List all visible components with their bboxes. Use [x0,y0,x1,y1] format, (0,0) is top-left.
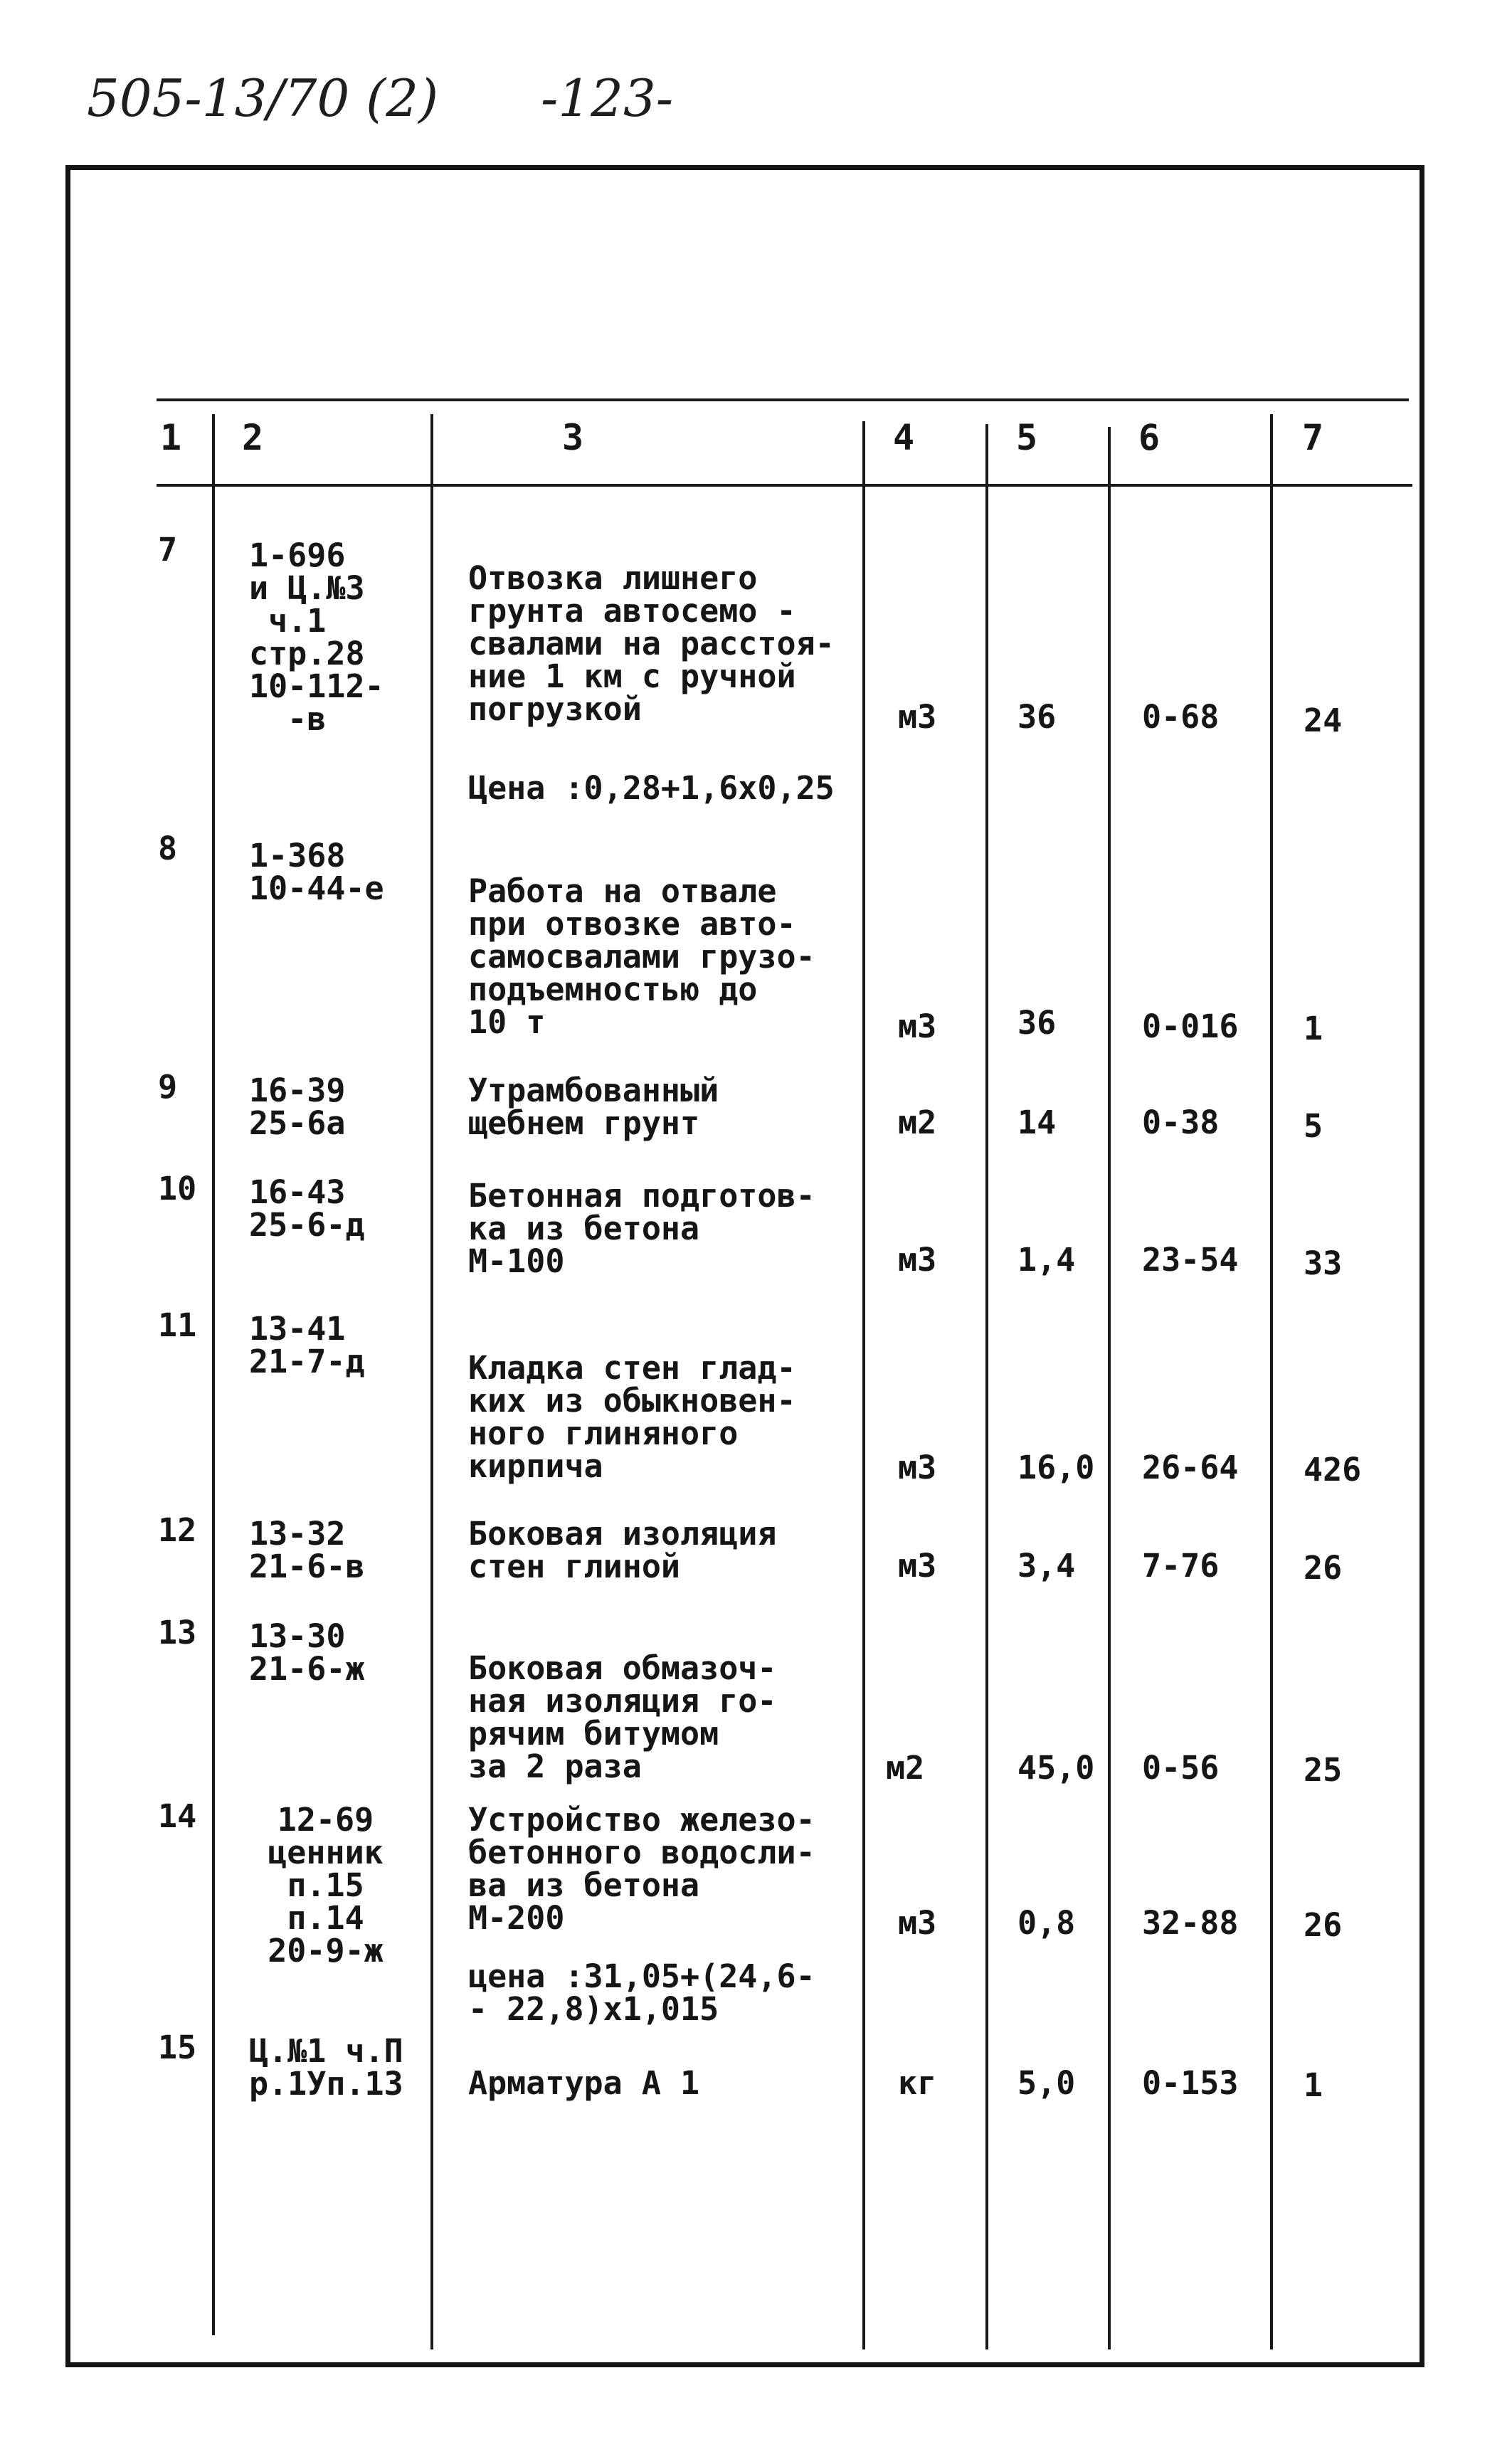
column-header-1: 1 [160,417,182,458]
unit-price: 0-68 [1142,698,1220,736]
unit-price: 0-153 [1142,2064,1239,2102]
column-divider-3 [862,421,865,2349]
row-number: 12 [158,1511,197,1549]
column-divider-6 [1270,414,1273,2349]
total-cost: 24 [1304,702,1343,739]
quantity: 0,8 [1017,1904,1076,1942]
work-description: Утрамбованный щебнем грунт [468,1072,719,1142]
norm-code: 13-41 21-7-д [249,1310,365,1380]
column-header-7: 7 [1302,417,1324,458]
unit: м3 [898,1241,937,1279]
norm-code: 1-368 10-44-е [249,837,384,907]
price-note: цена :31,05+(24,6- - 22,8)х1,015 [468,1957,815,2028]
column-divider-4 [985,424,988,2349]
norm-code: 16-39 25-6а [249,1072,346,1142]
column-header-4: 4 [893,417,915,458]
work-description: Отвозка лишнего грунта автосемо - свалами на расстоя- ние 1 км с ручной погрузкой [468,559,835,728]
quantity: 1,4 [1017,1241,1076,1279]
norm-code: 12-69 ценник п.15 п.14 20-9-ж [268,1801,384,1970]
unit: м3 [898,1904,937,1942]
work-description: Бетонная подготов- ка из бетона М-100 [468,1177,815,1280]
row-number: 15 [158,2029,197,2066]
work-description: Боковая изоляция стен глиной [468,1515,777,1585]
unit-price: 0-38 [1142,1104,1220,1141]
page-number-handwritten: -123- [541,68,674,128]
unit: м3 [898,698,937,736]
unit: м3 [898,1008,937,1045]
quantity: 14 [1017,1104,1057,1141]
document-code-handwritten: 505-13/70 (2) [87,68,439,128]
work-description: Боковая обмазоч- ная изоляция го- рячим битумом за 2 раза [468,1649,777,1785]
work-description: Арматура А 1 [468,2064,700,2102]
row-number: 7 [158,531,178,569]
total-cost: 26 [1304,1906,1343,1944]
row-number: 14 [158,1797,197,1835]
unit: м2 [886,1749,925,1787]
quantity: 5,0 [1017,2064,1076,2102]
norm-code: 1-696 и Ц.№3 ч.1 стр.28 10-112- -в [249,536,384,738]
work-description: Кладка стен глад- ких из обыкновен- ного глиняного кирпича [468,1349,796,1485]
total-cost: 25 [1304,1751,1343,1789]
quantity: 45,0 [1017,1749,1095,1787]
unit-price: 0-016 [1142,1008,1239,1045]
quantity: 36 [1017,1004,1057,1042]
price-note: Цена :0,28+1,6х0,25 [468,769,835,807]
total-cost: 26 [1304,1549,1343,1587]
norm-code: 16-43 25-6-д [249,1173,365,1244]
column-header-3: 3 [562,417,584,458]
norm-code: 13-32 21-6-в [249,1515,365,1585]
quantity: 16,0 [1017,1449,1095,1486]
total-cost: 1 [1304,1010,1323,1047]
work-description: Устройство железо- бетонного водосли- ва из бетона М-200 [468,1801,815,1937]
total-cost: 426 [1304,1451,1362,1489]
row-number: 13 [158,1614,197,1651]
column-divider-2 [430,414,433,2349]
column-header-5: 5 [1016,417,1038,458]
column-header-2: 2 [242,417,264,458]
unit-price: 26-64 [1142,1449,1239,1486]
unit-price: 7-76 [1142,1547,1220,1585]
quantity: 36 [1017,698,1057,736]
column-header-6: 6 [1138,417,1161,458]
total-cost: 1 [1304,2066,1323,2104]
header-bottom-rule [157,484,1412,487]
unit: м3 [898,1449,937,1486]
total-cost: 5 [1304,1107,1323,1145]
row-number: 8 [158,830,178,867]
row-number: 9 [158,1068,178,1106]
work-description: Работа на отвале при отвозке авто- самосвалами грузо- подъемностью до 10 т [468,872,815,1041]
unit: м3 [898,1547,937,1585]
row-number: 10 [158,1170,197,1207]
unit-price: 23-54 [1142,1241,1239,1279]
unit-price: 32-88 [1142,1904,1239,1942]
row-number: 11 [158,1306,197,1344]
unit: кг [898,2064,937,2102]
total-cost: 33 [1304,1244,1343,1282]
norm-code: 13-30 21-6-ж [249,1617,365,1688]
column-divider-5 [1108,427,1111,2349]
unit: м2 [898,1104,937,1141]
header-top-rule [157,398,1409,401]
unit-price: 0-56 [1142,1749,1220,1787]
column-divider-1 [212,414,215,2335]
quantity: 3,4 [1017,1547,1076,1585]
norm-code: Ц.№1 ч.П р.1Уп.13 [249,2032,403,2103]
